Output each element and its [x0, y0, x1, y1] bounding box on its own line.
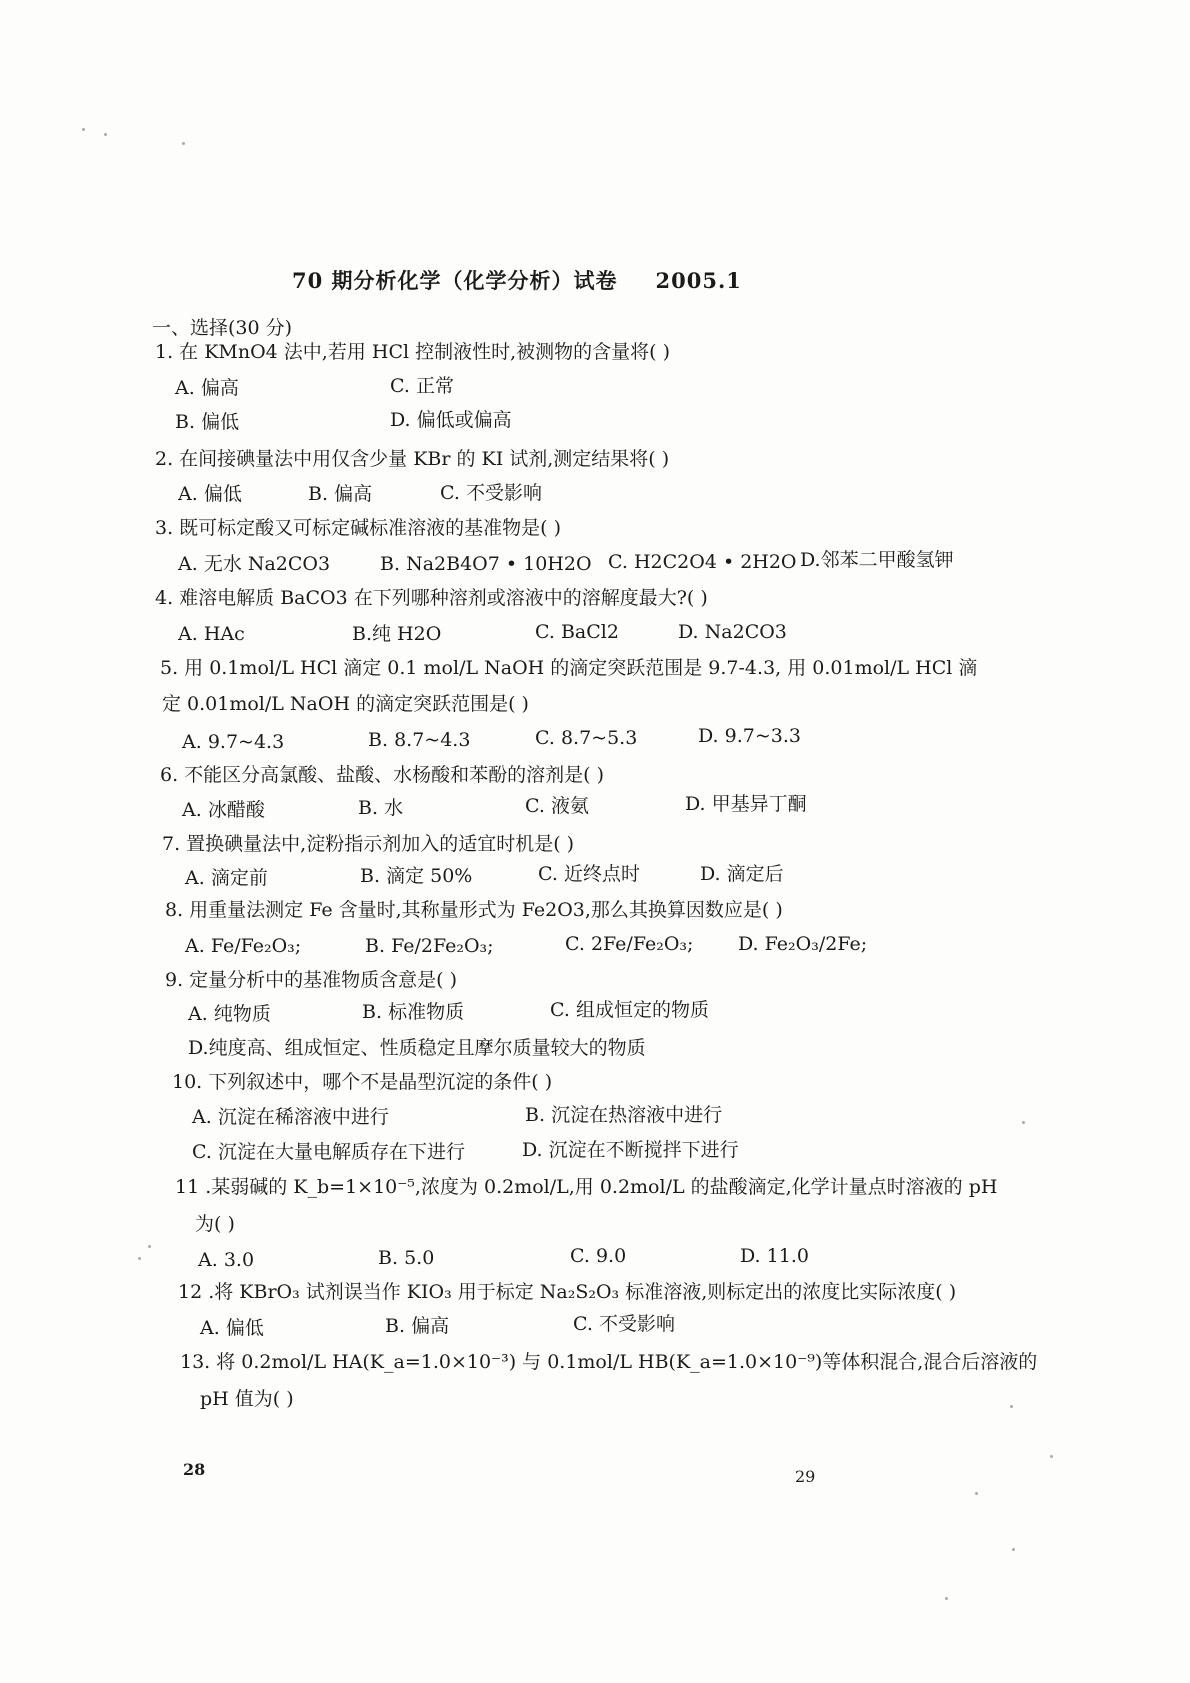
question-12-option-c: C. 不受影响	[573, 1313, 675, 1335]
question-12-stem: 12 .将 KBrO₃ 试剂误当作 KIO₃ 用于标定 Na₂S₂O₃ 标准溶液,则标定出的浓度比实际浓度( )	[178, 1281, 957, 1303]
question-10-option-d: D. 沉淀在不断搅拌下进行	[522, 1139, 739, 1161]
question-7-option-b: B. 滴定 50%	[360, 865, 473, 887]
question-8-option-a: A. Fe/Fe₂O₃;	[185, 935, 302, 957]
question-5-option-d: D. 9.7~3.3	[698, 725, 802, 747]
question-13-stem-continued: pH 值为( )	[200, 1388, 294, 1410]
question-2-option-b: B. 偏高	[308, 483, 373, 505]
scan-speck	[1022, 1121, 1025, 1124]
question-3-option-a: A. 无水 Na2CO3	[178, 553, 331, 575]
question-9-option-d: D.纯度高、组成恒定、性质稳定且摩尔质量较大的物质	[188, 1037, 646, 1059]
question-11-stem-continued: 为( )	[195, 1213, 235, 1235]
scan-speck	[945, 1597, 948, 1600]
question-9-option-a: A. 纯物质	[188, 1003, 271, 1025]
question-6-option-d: D. 甲基异丁酮	[685, 793, 807, 815]
section-heading: 一、选择(30 分)	[152, 317, 293, 339]
scan-speck	[104, 133, 107, 136]
scan-speck	[182, 142, 185, 145]
scan-speck	[148, 1245, 151, 1248]
question-9-option-b: B. 标准物质	[362, 1001, 465, 1023]
question-10-option-c: C. 沉淀在大量电解质存在下进行	[192, 1141, 465, 1163]
scan-speck	[1012, 1548, 1015, 1551]
question-10-option-b: B. 沉淀在热溶液中进行	[525, 1104, 723, 1126]
page-number-left: 28	[183, 1460, 206, 1479]
question-2-option-c: C. 不受影响	[440, 482, 542, 504]
question-1-option-b: B. 偏低	[175, 411, 240, 433]
scan-speck	[138, 1257, 141, 1260]
question-5-option-a: A. 9.7~4.3	[182, 731, 285, 753]
question-5-stem-continued: 定 0.01mol/L NaOH 的滴定突跃范围是( )	[162, 693, 529, 715]
question-6-stem: 6. 不能区分高氯酸、盐酸、水杨酸和苯酚的溶剂是( )	[160, 764, 605, 786]
question-8-option-d: D. Fe₂O₃/2Fe;	[738, 933, 868, 955]
question-4-option-d: D. Na2CO3	[678, 621, 787, 643]
question-7-option-d: D. 滴定后	[700, 863, 784, 885]
question-6-option-b: B. 水	[358, 797, 404, 819]
question-3-option-d: D.邻苯二甲酸氢钾	[800, 549, 954, 571]
question-13-stem: 13. 将 0.2mol/L HA(K_a=1.0×10⁻³) 与 0.1mol/L HB(K_a=1.0×10⁻⁹)等体积混合,混合后溶液的	[180, 1351, 1038, 1373]
question-8-option-c: C. 2Fe/Fe₂O₃;	[565, 933, 694, 955]
question-3-stem: 3. 既可标定酸又可标定碱标准溶液的基准物是( )	[155, 517, 562, 539]
page-number-right: 29	[795, 1467, 816, 1486]
question-12-option-a: A. 偏低	[200, 1317, 264, 1339]
question-3-option-c: C. H2C2O4 • 2H2O	[608, 551, 797, 573]
question-5-option-c: C. 8.7~5.3	[535, 727, 638, 749]
question-5-stem: 5. 用 0.1mol/L HCl 滴定 0.1 mol/L NaOH 的滴定突跃范围是 9.7-4.3, 用 0.01mol/L HCl 滴	[160, 657, 978, 679]
exam-title	[292, 265, 812, 295]
question-9-stem: 9. 定量分析中的基准物质含意是( )	[165, 969, 458, 991]
question-11-option-b: B. 5.0	[378, 1247, 435, 1269]
question-9-option-c: C. 组成恒定的物质	[550, 999, 709, 1021]
question-8-stem: 8. 用重量法测定 Fe 含量时,其称量形式为 Fe2O3,那么其换算因数应是( )	[165, 899, 783, 921]
question-1-option-d: D. 偏低或偏高	[390, 409, 512, 431]
question-2-stem: 2. 在间接碘量法中用仅含少量 KBr 的 KI 试剂,测定结果将( )	[155, 448, 670, 470]
question-11-option-d: D. 11.0	[740, 1245, 809, 1267]
question-1-stem: 1. 在 KMnO4 法中,若用 HCl 控制液性时,被测物的含量将( )	[155, 341, 671, 363]
scan-speck	[82, 128, 85, 131]
question-1-option-c: C. 正常	[390, 375, 454, 397]
question-8-option-b: B. Fe/2Fe₂O₃;	[365, 935, 494, 957]
question-7-option-c: C. 近终点时	[538, 863, 640, 885]
exam-year: 2005.1	[655, 268, 742, 293]
scan-speck	[975, 1492, 978, 1495]
question-2-option-a: A. 偏低	[178, 483, 242, 505]
question-11-stem: 11 .某弱碱的 K_b=1×10⁻⁵,浓度为 0.2mol/L,用 0.2mol/L 的盐酸滴定,化学计量点时溶液的 pH	[175, 1176, 998, 1198]
question-7-stem: 7. 置换碘量法中,淀粉指示剂加入的适宜时机是( )	[162, 833, 575, 855]
question-7-option-a: A. 滴定前	[185, 867, 268, 889]
question-1-option-a: A. 偏高	[175, 377, 239, 399]
scan-speck	[1010, 1405, 1013, 1408]
question-4-option-a: A. HAc	[178, 623, 245, 645]
question-4-stem: 4. 难溶电解质 BaCO3 在下列哪种溶剂或溶液中的溶解度最大?( )	[155, 587, 708, 609]
question-6-option-c: C. 液氨	[525, 795, 589, 817]
question-10-stem: 10. 下列叙述中，哪个不是晶型沉淀的条件( )	[172, 1071, 553, 1093]
question-11-option-c: C. 9.0	[570, 1245, 627, 1267]
question-10-option-a: A. 沉淀在稀溶液中进行	[192, 1106, 389, 1128]
exam-title-main: 70 期分析化学（化学分析）试卷	[292, 268, 618, 293]
question-6-option-a: A. 冰醋酸	[182, 799, 265, 821]
question-12-option-b: B. 偏高	[385, 1315, 450, 1337]
question-5-option-b: B. 8.7~4.3	[368, 729, 471, 751]
question-4-option-c: C. BaCl2	[535, 621, 619, 643]
question-11-option-a: A. 3.0	[198, 1249, 255, 1271]
question-3-option-b: B. Na2B4O7 • 10H2O	[380, 553, 592, 575]
question-4-option-b: B.纯 H2O	[352, 623, 442, 645]
scan-speck	[1050, 1455, 1053, 1458]
